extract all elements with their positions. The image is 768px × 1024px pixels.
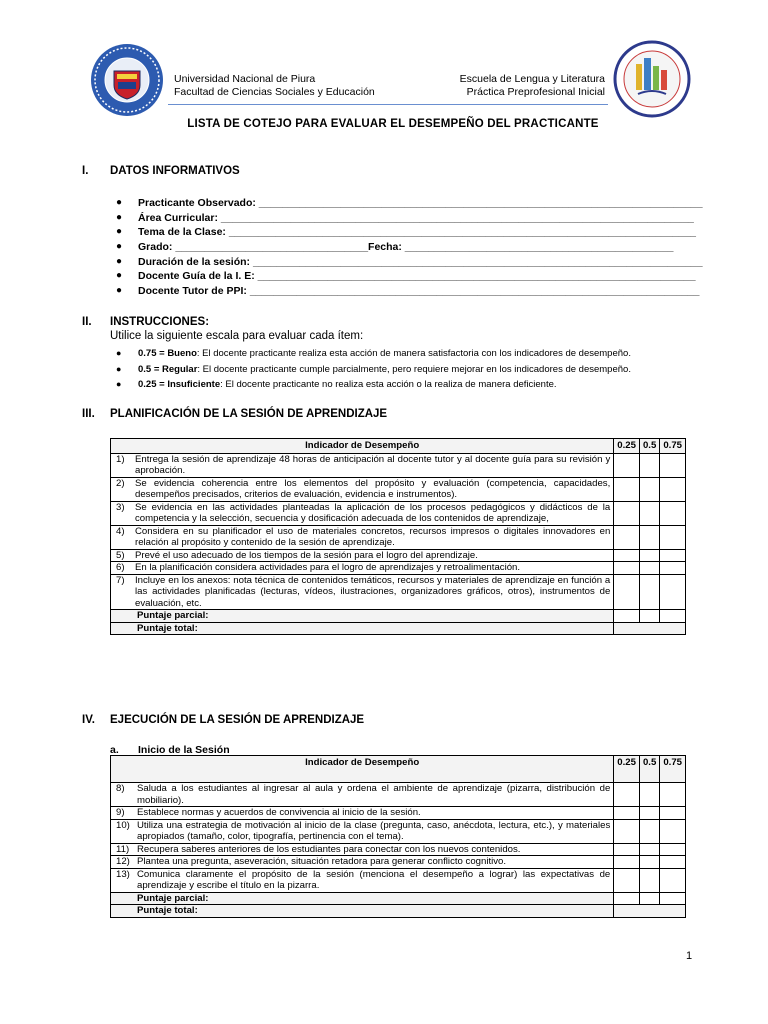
scale-term: 0.75 = Bueno (138, 348, 197, 359)
score-cell[interactable] (639, 819, 659, 843)
scale-desc: : El docente practicante realiza esta acción de manera satisfactoria con los indicadores de desempeño. (196, 348, 631, 359)
partial-score-row (111, 892, 686, 905)
partial-score-label: Puntaje parcial: (111, 892, 614, 905)
score-cell[interactable] (614, 843, 640, 856)
item-number: 6) (116, 562, 125, 573)
section-1-number: I. (82, 165, 89, 177)
item-number: 11) (116, 843, 130, 855)
score-cell[interactable] (639, 892, 659, 905)
section-3-title: PLANIFICACIÓN DE LA SESIÓN DE APRENDIZAJE (110, 408, 388, 420)
header-left (174, 73, 375, 99)
university-name: Universidad Nacional de Piura (174, 73, 316, 85)
university-seal-logo (90, 43, 164, 117)
bullet-icon: ● (116, 348, 122, 358)
section-3-number: III. (82, 408, 95, 420)
score-cell[interactable] (639, 549, 659, 562)
bullet-icon: ● (116, 270, 123, 282)
table-row (111, 477, 686, 501)
table-header-row (111, 756, 686, 783)
item-number: 4) (116, 525, 125, 537)
partial-score-label: Puntaje parcial: (111, 610, 614, 623)
section-4-title: EJECUCIÓN DE LA SESIÓN DE APRENDIZAJE (110, 714, 365, 726)
total-score-label: Puntaje total: (111, 622, 614, 635)
practice-name: Práctica Preprofesional Inicial (466, 86, 605, 98)
item-text: Establece normas y acuerdos de convivencia al inicio de la sesión. (137, 807, 421, 818)
section-2-number: II. (82, 316, 92, 328)
header-right (440, 73, 605, 99)
score-cell[interactable] (639, 856, 659, 869)
section-4-number: IV. (82, 714, 96, 726)
score-cell[interactable] (639, 807, 659, 820)
item-text: Considera en su planificador el uso de materiales concretos, recursos impresos o digitales innovadores en relación al propósito y contenido de la sesión de aprendizaje. (135, 525, 611, 548)
item-number: 12) (116, 856, 130, 867)
scale-term: 0.25 = Insuficiente (138, 379, 221, 390)
score-cell[interactable] (639, 783, 659, 807)
bullet-icon: ● (116, 363, 122, 374)
info-field-label: Duración de la sesión: _____________________________________________________________________________ (138, 255, 703, 268)
item-number: 5) (116, 549, 125, 561)
score-cell[interactable] (660, 892, 686, 905)
score-cell[interactable] (614, 549, 640, 562)
instructions-intro: Utilice la siguiente escala para evaluar cada ítem: (110, 330, 364, 342)
score-cell[interactable] (660, 453, 686, 477)
score-cell[interactable] (614, 501, 640, 525)
info-field-label: Docente Guía de la I. E: ___________________________________________________________________________ (138, 270, 696, 283)
document-title: LISTA DE COTEJO PARA EVALUAR EL DESEMPEÑO DEL PRACTICANTE (187, 118, 599, 130)
info-field-label: Tema de la Clase: ________________________________________________________________________________ (138, 226, 697, 239)
score-cell[interactable] (639, 562, 659, 575)
total-score-row (111, 622, 686, 635)
score-cell[interactable] (660, 819, 686, 843)
item-text: Saluda a los estudiantes al ingresar al aula y ordena el ambiente de aprendizaje (pizarra, distribución de mobiliario). (137, 783, 611, 806)
score-cell[interactable] (660, 610, 686, 623)
score-cell[interactable] (614, 453, 640, 477)
score-cell[interactable] (660, 807, 686, 820)
score-cell[interactable] (660, 574, 686, 610)
score-cell[interactable] (660, 525, 686, 549)
score-cell[interactable] (660, 843, 686, 856)
col-header-indicator: Indicador de Desempeño (111, 439, 614, 454)
score-cell[interactable] (639, 610, 659, 623)
item-text: Se evidencia en las actividades planteadas la aplicación de los procesos pedagógicos y didácticos de la competencia y la selección, secuencia y dosificación adecuada de los contenidos de aprendizaje, (135, 501, 611, 524)
info-field-label: Practicante Observado: ____________________________________________________________________________ (138, 197, 703, 209)
table-header-row (111, 439, 686, 454)
page-number: 1 (686, 950, 693, 962)
section-1-title: DATOS INFORMATIVOS (110, 165, 240, 177)
subsection-letter: a. (110, 744, 119, 756)
table-row (111, 549, 686, 562)
score-cell[interactable] (614, 562, 640, 575)
total-score-row (111, 905, 686, 918)
item-number: 10) (116, 819, 130, 831)
col-header-075: 0.75 (660, 756, 686, 783)
bullet-icon: ● (116, 285, 123, 297)
item-number: 3) (116, 501, 125, 513)
table-row (111, 574, 686, 610)
table-row (111, 525, 686, 549)
total-score-label: Puntaje total: (111, 905, 614, 918)
total-score-cell[interactable] (614, 622, 686, 635)
execution-table (110, 755, 686, 918)
info-field-label: Grado: _________________________________Fecha: ______________________________________________ (138, 241, 674, 254)
col-header-025: 0.25 (614, 439, 640, 454)
score-cell[interactable] (614, 856, 640, 869)
item-number: 13) (116, 868, 130, 880)
item-number: 7) (116, 574, 125, 586)
table-row (111, 856, 686, 869)
score-cell[interactable] (639, 868, 659, 892)
section-2-title: INSTRUCCIONES: (110, 316, 210, 328)
score-cell[interactable] (660, 501, 686, 525)
score-cell[interactable] (614, 868, 640, 892)
col-header-025: 0.25 (614, 756, 640, 783)
item-number: 8) (116, 783, 125, 794)
score-cell[interactable] (614, 892, 640, 905)
header-divider (168, 104, 608, 105)
col-header-indicator: Indicador de Desempeño (111, 756, 614, 783)
table-row (111, 562, 686, 575)
score-cell[interactable] (660, 856, 686, 869)
info-field-label: Docente Tutor de PPI: _____________________________________________________________________________ (138, 285, 700, 298)
col-header-075: 0.75 (660, 439, 686, 454)
item-number: 1) (116, 453, 125, 465)
bullet-icon: ● (116, 379, 122, 389)
score-cell[interactable] (639, 477, 659, 501)
score-cell[interactable] (614, 477, 640, 501)
info-field-label: Área Curricular: _________________________________________________________________________________ (138, 211, 694, 224)
planning-table (110, 438, 686, 635)
bullet-icon: ● (116, 211, 123, 223)
table-row (111, 868, 686, 892)
bullet-icon: ● (116, 226, 123, 238)
item-text: Recupera saberes anteriores de los estudiantes para conectar con los nuevos contenidos. (137, 843, 521, 855)
score-cell[interactable] (639, 501, 659, 525)
score-cell[interactable] (614, 610, 640, 623)
score-cell[interactable] (614, 819, 640, 843)
faculty-name: Facultad de Ciencias Sociales y Educación (174, 86, 375, 98)
score-cell[interactable] (639, 843, 659, 856)
scale-term: 0.5 = Regular (138, 363, 198, 375)
scale-desc: : El docente practicante cumple parcialmente, pero requiere mejorar en los indicadores de desempeño. (197, 363, 631, 375)
table-row (111, 783, 686, 807)
table-row (111, 501, 686, 525)
table-row (111, 453, 686, 477)
total-score-cell[interactable] (614, 905, 686, 918)
score-cell[interactable] (660, 783, 686, 807)
item-text: Plantea una pregunta, aseveración, situación retadora para generar conflicto cognitivo. (137, 856, 507, 867)
item-text: Prevé el uso adecuado de los tiempos de la sesión para el logro del aprendizaje. (135, 549, 478, 561)
col-header-05: 0.5 (639, 756, 659, 783)
col-header-05: 0.5 (639, 439, 659, 454)
bullet-icon: ● (116, 255, 123, 267)
score-cell[interactable] (660, 549, 686, 562)
partial-score-row (111, 610, 686, 623)
score-cell[interactable] (614, 525, 640, 549)
item-text: Se evidencia coherencia entre los elementos del propósito y evaluación (competencia, capacidades, desempeños precisados, criterios de evaluación, evidencia e instrumentos). (135, 477, 611, 500)
score-cell[interactable] (660, 562, 686, 575)
item-text: Incluye en los anexos: nota técnica de contenidos temáticos, recursos y materiales de aprendizaje en función a las actividades planificadas (lecturas, vídeos, ilustraciones, organizadores gráficos, otros), instrumentos de evaluación, etc. (135, 574, 611, 609)
bullet-icon: ● (116, 197, 123, 208)
score-cell[interactable] (639, 453, 659, 477)
score-cell[interactable] (660, 868, 686, 892)
school-name: Escuela de Lengua y Literatura (459, 73, 605, 85)
scale-desc: : El docente practicante no realiza esta acción o la realiza de manera deficiente. (220, 379, 557, 390)
score-cell[interactable] (614, 574, 640, 610)
item-text: Comunica claramente el propósito de la sesión (menciona el desempeño a lograr) las expectativas de aprendizaje y escribe el título en la pizarra. (137, 868, 611, 891)
item-text: Utiliza una estrategia de motivación al inicio de la clase (pregunta, caso, anécdota, lectura, etc.), y materiales apropiados (tamaño, color, tipografía, pertinencia con el tema). (137, 819, 611, 842)
item-text: En la planificación considera actividades para el logro de aprendizajes y retroalimentación. (135, 562, 521, 573)
item-number: 2) (116, 477, 125, 489)
bullet-icon: ● (116, 241, 123, 253)
score-cell[interactable] (660, 477, 686, 501)
score-cell[interactable] (614, 783, 640, 807)
score-cell[interactable] (639, 525, 659, 549)
item-number: 9) (116, 807, 125, 818)
score-cell[interactable] (639, 574, 659, 610)
table-row (111, 807, 686, 820)
table-row (111, 843, 686, 856)
table-row (111, 819, 686, 843)
score-cell[interactable] (614, 807, 640, 820)
faculty-seal-logo (612, 40, 692, 118)
subsection-title: Inicio de la Sesión (138, 744, 230, 756)
item-text: Entrega la sesión de aprendizaje 48 horas de anticipación al docente tutor y al docente guía para su revisión y aprobación. (135, 453, 611, 476)
